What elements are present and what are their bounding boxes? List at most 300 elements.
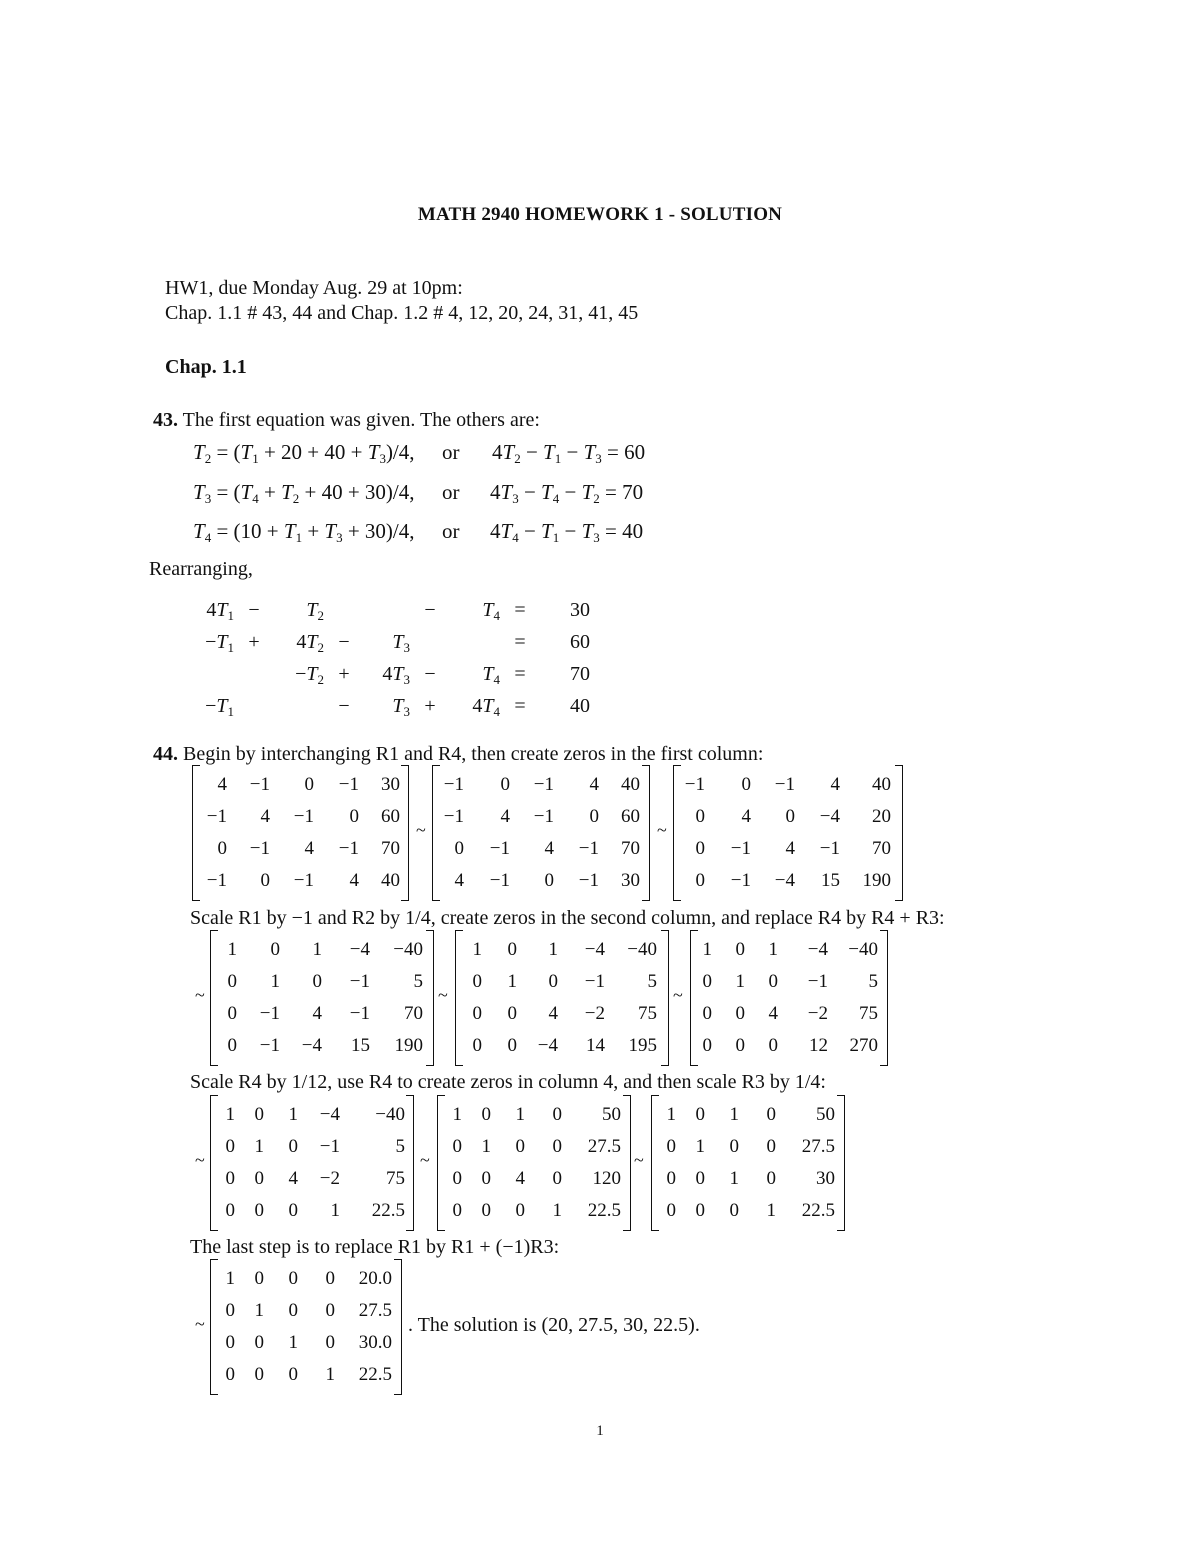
matrix-cell: 30 <box>621 870 640 891</box>
equation-t4: $T_4 = (10 + T_1 + T_3 + 30)/4$, <box>193 519 415 545</box>
system-term <box>190 658 234 690</box>
matrix-cell: 40 <box>621 774 640 795</box>
matrix-cell: −1 <box>319 1136 340 1157</box>
matrix-cell: 1 <box>695 1136 705 1157</box>
system-term: = <box>514 694 526 717</box>
matrix-row <box>192 801 409 833</box>
matrix-cell: 4 <box>741 806 751 827</box>
matrix-row <box>210 1327 402 1359</box>
matrix-cell: 0 <box>325 1268 335 1289</box>
matrix-cell: −1 <box>206 870 227 891</box>
matrix-cell: 0 <box>481 1104 491 1125</box>
row-equivalence-tilde: ~ <box>673 985 683 1005</box>
system-term: $-T_2$ <box>295 662 324 687</box>
matrix-cell: 0 <box>481 1200 491 1221</box>
matrix-cell: −1 <box>807 971 828 992</box>
matrix-cell: 0 <box>472 1035 482 1056</box>
matrix-cell: 0 <box>695 838 705 859</box>
matrix-cell: 0 <box>666 1200 676 1221</box>
system-term: − <box>424 598 436 621</box>
problem-text: The first equation was given. The others are: <box>182 409 540 431</box>
rearranging-label: Rearranging, <box>149 558 253 580</box>
augmented-matrix-m1 <box>192 769 409 897</box>
system-term <box>364 594 410 626</box>
matrix-row <box>210 1099 414 1131</box>
matrix-cell: 40 <box>381 870 400 891</box>
matrix-cell: −1 <box>578 838 599 859</box>
matrix-cell: −4 <box>819 806 840 827</box>
augmented-matrix-m4 <box>210 934 434 1062</box>
augmented-matrix-m7 <box>210 1099 414 1227</box>
system-term: − <box>338 694 350 717</box>
system-term <box>234 658 274 690</box>
matrix-cell: 0 <box>270 939 280 960</box>
matrix-cell: 70 <box>404 1003 423 1024</box>
matrix-cell: 22.5 <box>371 1200 405 1221</box>
system-term <box>274 690 324 722</box>
matrix-cell: 1 <box>227 939 237 960</box>
matrix-cell: 60 <box>621 806 640 827</box>
matrix-cell: 5 <box>868 971 878 992</box>
equation-or: or <box>442 480 460 504</box>
matrix-row <box>210 1030 434 1062</box>
matrix-cell: 0 <box>472 1003 482 1024</box>
matrix-cell: 0 <box>227 1003 237 1024</box>
matrix-row <box>432 865 650 897</box>
matrix-cell: 4 <box>454 870 464 891</box>
step-4-text: The last step is to replace R1 by R1 + (−1)R3: <box>190 1236 560 1258</box>
matrix-cell: 1 <box>288 1332 298 1353</box>
matrix-cell: 0 <box>695 870 705 891</box>
matrix-cell: 1 <box>548 939 558 960</box>
matrix-cell: 0 <box>735 1035 745 1056</box>
system-term: − <box>248 598 260 621</box>
matrix-cell: −1 <box>819 838 840 859</box>
system-term: $T_3$ <box>392 694 410 719</box>
matrix-cell: −1 <box>443 806 464 827</box>
matrix-cell: 190 <box>862 870 891 891</box>
matrix-cell: −1 <box>206 806 227 827</box>
matrix-row <box>210 1359 402 1391</box>
equation-or: or <box>442 440 460 464</box>
matrix-cell: 0 <box>702 1035 712 1056</box>
matrix-cell: 1 <box>254 1300 264 1321</box>
matrix-cell: 0 <box>227 1035 237 1056</box>
matrix-cell: 4 <box>260 806 270 827</box>
matrix-cell: 1 <box>225 1104 235 1125</box>
problem-number: 43. <box>153 409 178 431</box>
matrix-cell: 1 <box>312 939 322 960</box>
matrix-cell: 4 <box>544 838 554 859</box>
matrix-cell: 4 <box>304 838 314 859</box>
system-term: $T_4$ <box>482 662 500 687</box>
matrix-row <box>651 1195 845 1227</box>
system-term: $4T_1$ <box>206 598 234 623</box>
system-row <box>190 626 590 658</box>
matrix-cell: 1 <box>254 1136 264 1157</box>
matrix-cell: 30.0 <box>358 1332 392 1353</box>
matrix-cell: 1 <box>552 1200 562 1221</box>
matrix-cell: −4 <box>537 1035 558 1056</box>
matrix-cell: 27.5 <box>587 1136 621 1157</box>
matrix-row <box>192 769 409 801</box>
matrix-cell: −40 <box>627 939 657 960</box>
matrix-row <box>210 1163 414 1195</box>
matrix-cell: 1 <box>729 1104 739 1125</box>
matrix-cell: −4 <box>301 1035 322 1056</box>
matrix-row <box>437 1099 631 1131</box>
matrix-cell: 30 <box>381 774 400 795</box>
matrix-cell: −1 <box>443 774 464 795</box>
matrix-cell: 0 <box>325 1300 335 1321</box>
system-term: 70 <box>570 662 590 685</box>
matrix-row <box>690 998 888 1030</box>
matrix-cell: 0 <box>227 971 237 992</box>
matrix-cell: 12 <box>809 1035 828 1056</box>
matrix-cell: 0 <box>552 1168 562 1189</box>
system-term <box>450 626 500 658</box>
matrix-cell: −1 <box>489 870 510 891</box>
matrix-cell: 30 <box>816 1168 835 1189</box>
matrix-cell: 4 <box>785 838 795 859</box>
system-row <box>190 594 590 626</box>
matrix-cell: 0 <box>768 971 778 992</box>
equation-t2: $T_2 = (T_1 + 20 + 40 + T_3)/4$, <box>193 440 415 466</box>
system-term: − <box>424 662 436 685</box>
system-term: $-T_1$ <box>205 694 234 719</box>
system-term: − <box>338 630 350 653</box>
matrix-cell: 4 <box>768 1003 778 1024</box>
system-term: = <box>514 598 526 621</box>
matrix-cell: 0 <box>515 1200 525 1221</box>
matrix-cell: 0 <box>349 806 359 827</box>
matrix-cell: −1 <box>338 838 359 859</box>
matrix-cell: 60 <box>381 806 400 827</box>
matrix-cell: 0 <box>254 1364 264 1385</box>
matrix-cell: 14 <box>586 1035 605 1056</box>
row-equivalence-tilde: ~ <box>634 1150 644 1170</box>
system-term: $4T_2$ <box>296 630 324 655</box>
matrix-cell: 0 <box>325 1332 335 1353</box>
matrix-row <box>455 934 669 966</box>
matrix-cell: −1 <box>349 971 370 992</box>
equation-t3-rearranged: $4T_3 - T_4 - T_2 = 70$ <box>490 480 644 506</box>
matrix-cell: 0 <box>254 1268 264 1289</box>
linear-system <box>190 594 590 722</box>
matrix-cell: 1 <box>325 1364 335 1385</box>
step-2-text: Scale R1 by −1 and R2 by 1/4, create zeros in the second column, and replace R4 by R4 + R3: <box>190 907 945 929</box>
matrix-cell: 0 <box>500 774 510 795</box>
solution-text: . The solution is (20, 27.5, 30, 22.5). <box>408 1314 700 1336</box>
matrix-row <box>192 865 409 897</box>
row-equivalence-tilde: ~ <box>416 820 426 840</box>
matrix-row <box>673 801 903 833</box>
row-equivalence-tilde: ~ <box>195 1314 205 1334</box>
matrix-cell: 22.5 <box>587 1200 621 1221</box>
matrix-row <box>455 998 669 1030</box>
matrix-cell: 50 <box>602 1104 621 1125</box>
matrix-cell: 1 <box>702 939 712 960</box>
section-heading: Chap. 1.1 <box>165 356 247 378</box>
row-equivalence-tilde: ~ <box>657 820 667 840</box>
matrix-cell: 0 <box>452 1168 462 1189</box>
matrix-cell: 5 <box>413 971 423 992</box>
matrix-cell: 75 <box>859 1003 878 1024</box>
matrix-cell: 0 <box>735 1003 745 1024</box>
matrix-cell: 0 <box>225 1332 235 1353</box>
matrix-row <box>210 1131 414 1163</box>
system-term: + <box>424 694 436 717</box>
matrix-cell: −1 <box>533 806 554 827</box>
matrix-cell: 0 <box>260 870 270 891</box>
matrix-cell: 50 <box>816 1104 835 1125</box>
matrix-cell: 0 <box>225 1200 235 1221</box>
matrix-cell: −1 <box>293 870 314 891</box>
matrix-cell: 0 <box>544 870 554 891</box>
matrix-cell: −1 <box>259 1003 280 1024</box>
matrix-cell: 0 <box>785 806 795 827</box>
matrix-cell: 1 <box>481 1136 491 1157</box>
problem-44-intro <box>153 743 763 766</box>
matrix-cell: 0 <box>288 1300 298 1321</box>
matrix-cell: 0 <box>225 1300 235 1321</box>
matrix-row <box>432 769 650 801</box>
augmented-matrix-m6 <box>690 934 888 1062</box>
matrix-row <box>673 769 903 801</box>
matrix-cell: 4 <box>500 806 510 827</box>
matrix-cell: 0 <box>695 1200 705 1221</box>
system-term: $4T_3$ <box>382 662 410 687</box>
augmented-matrix-m5 <box>455 934 669 1062</box>
matrix-cell: −40 <box>848 939 878 960</box>
matrix-cell: 1 <box>729 1168 739 1189</box>
page-title: MATH 2940 HOMEWORK 1 - SOLUTION <box>417 204 783 225</box>
matrix-cell: −4 <box>807 939 828 960</box>
matrix-cell: 0 <box>481 1168 491 1189</box>
matrix-row <box>210 934 434 966</box>
matrix-cell: 0 <box>288 1364 298 1385</box>
matrix-cell: 0 <box>507 939 517 960</box>
matrix-cell: 4 <box>830 774 840 795</box>
augmented-matrix-m10 <box>210 1263 402 1391</box>
matrix-cell: 0 <box>768 1035 778 1056</box>
matrix-cell: −2 <box>584 1003 605 1024</box>
matrix-cell: −1 <box>249 774 270 795</box>
matrix-cell: 0 <box>507 1035 517 1056</box>
matrix-cell: 20.0 <box>358 1268 392 1289</box>
hw-assignment-line: Chap. 1.1 # 43, 44 and Chap. 1.2 # 4, 12, 20, 24, 31, 41, 45 <box>165 302 639 324</box>
system-term: 30 <box>570 598 590 621</box>
matrix-row <box>651 1099 845 1131</box>
system-term: 40 <box>570 694 590 717</box>
matrix-row <box>690 1030 888 1062</box>
matrix-cell: 0 <box>217 838 227 859</box>
system-term: 60 <box>570 630 590 653</box>
matrix-cell: 0 <box>312 971 322 992</box>
matrix-cell: −1 <box>533 774 554 795</box>
matrix-cell: 15 <box>351 1035 370 1056</box>
matrix-cell: 0 <box>452 1200 462 1221</box>
matrix-cell: 0 <box>288 1200 298 1221</box>
matrix-cell: 0 <box>225 1364 235 1385</box>
row-equivalence-tilde: ~ <box>438 985 448 1005</box>
matrix-row <box>432 833 650 865</box>
matrix-cell: 5 <box>647 971 657 992</box>
matrix-cell: 0 <box>695 806 705 827</box>
matrix-cell: −1 <box>259 1035 280 1056</box>
matrix-cell: −1 <box>584 971 605 992</box>
matrix-cell: 0 <box>304 774 314 795</box>
matrix-cell: −1 <box>730 870 751 891</box>
matrix-cell: 70 <box>621 838 640 859</box>
matrix-cell: −4 <box>774 870 795 891</box>
system-term: + <box>248 630 260 653</box>
equation-t3: $T_3 = (T_4 + T_2 + 40 + 30)/4$, <box>193 480 415 506</box>
augmented-matrix-m2 <box>432 769 650 897</box>
matrix-cell: 195 <box>628 1035 657 1056</box>
system-term: $T_3$ <box>392 630 410 655</box>
matrix-cell: 0 <box>695 1168 705 1189</box>
matrix-row <box>210 1263 402 1295</box>
matrix-cell: −4 <box>349 939 370 960</box>
matrix-row <box>673 833 903 865</box>
matrix-cell: 190 <box>394 1035 423 1056</box>
matrix-cell: −4 <box>319 1104 340 1125</box>
matrix-cell: 270 <box>849 1035 878 1056</box>
augmented-matrix-m3 <box>673 769 903 897</box>
matrix-row <box>192 833 409 865</box>
row-equivalence-tilde: ~ <box>195 1150 205 1170</box>
matrix-cell: 1 <box>768 939 778 960</box>
matrix-cell: 0 <box>507 1003 517 1024</box>
system-term: $-T_1$ <box>205 630 234 655</box>
equation-or: or <box>442 519 460 543</box>
matrix-cell: 0 <box>552 1104 562 1125</box>
matrix-cell: 22.5 <box>801 1200 835 1221</box>
matrix-cell: 1 <box>225 1268 235 1289</box>
system-term: $T_2$ <box>306 598 324 623</box>
page-number: 1 <box>596 1423 604 1439</box>
row-equivalence-tilde: ~ <box>420 1150 430 1170</box>
matrix-cell: 1 <box>288 1104 298 1125</box>
matrix-row <box>210 998 434 1030</box>
matrix-cell: 0 <box>225 1136 235 1157</box>
matrix-cell: 0 <box>589 806 599 827</box>
system-term: + <box>338 662 350 685</box>
matrix-cell: −1 <box>578 870 599 891</box>
matrix-cell: 0 <box>741 774 751 795</box>
matrix-cell: 20 <box>872 806 891 827</box>
matrix-cell: 0 <box>454 838 464 859</box>
matrix-row <box>210 1295 402 1327</box>
matrix-row <box>673 865 903 897</box>
problem-number: 44. <box>153 743 178 765</box>
matrix-cell: 0 <box>254 1104 264 1125</box>
matrix-cell: 0 <box>254 1200 264 1221</box>
system-term: = <box>514 630 526 653</box>
hw-due-line: HW1, due Monday Aug. 29 at 10pm: <box>165 277 463 299</box>
matrix-cell: −1 <box>349 1003 370 1024</box>
matrix-cell: −4 <box>584 939 605 960</box>
matrix-cell: 0 <box>666 1136 676 1157</box>
matrix-cell: 0 <box>735 939 745 960</box>
matrix-cell: 1 <box>330 1200 340 1221</box>
problem-text: Begin by interchanging R1 and R4, then create zeros in the first column: <box>183 743 764 765</box>
matrix-cell: 0 <box>254 1332 264 1353</box>
matrix-cell: 4 <box>515 1168 525 1189</box>
matrix-cell: 1 <box>515 1104 525 1125</box>
matrix-cell: 0 <box>515 1136 525 1157</box>
matrix-cell: 27.5 <box>801 1136 835 1157</box>
problem-43-intro <box>153 409 540 432</box>
matrix-cell: 70 <box>872 838 891 859</box>
matrix-cell: 1 <box>766 1200 776 1221</box>
matrix-cell: 0 <box>225 1168 235 1189</box>
matrix-row <box>651 1163 845 1195</box>
matrix-cell: 0 <box>552 1136 562 1157</box>
matrix-row <box>210 966 434 998</box>
system-term: = <box>514 662 526 685</box>
equation-t4-rearranged: $4T_4 - T_1 - T_3 = 40$ <box>490 519 644 545</box>
matrix-cell: 0 <box>702 1003 712 1024</box>
system-term <box>324 594 364 626</box>
matrix-cell: 4 <box>312 1003 322 1024</box>
matrix-row <box>437 1195 631 1227</box>
augmented-matrix-m9 <box>651 1099 845 1227</box>
matrix-cell: −40 <box>393 939 423 960</box>
matrix-cell: −2 <box>319 1168 340 1189</box>
matrix-cell: 5 <box>395 1136 405 1157</box>
matrix-cell: 0 <box>452 1136 462 1157</box>
matrix-cell: 0 <box>288 1268 298 1289</box>
matrix-cell: 0 <box>288 1136 298 1157</box>
matrix-cell: 1 <box>472 939 482 960</box>
matrix-cell: −1 <box>489 838 510 859</box>
equation-t2-rearranged: $4T_2 - T_1 - T_3 = 60$ <box>492 440 646 466</box>
matrix-cell: −1 <box>338 774 359 795</box>
matrix-cell: −1 <box>730 838 751 859</box>
matrix-cell: 1 <box>270 971 280 992</box>
matrix-row <box>690 934 888 966</box>
matrix-cell: −1 <box>684 774 705 795</box>
system-term: $T_4$ <box>482 598 500 623</box>
matrix-row <box>455 1030 669 1062</box>
system-row <box>190 690 590 722</box>
matrix-cell: 0 <box>548 971 558 992</box>
matrix-cell: 1 <box>452 1104 462 1125</box>
matrix-cell: 0 <box>766 1168 776 1189</box>
matrix-cell: 1 <box>666 1104 676 1125</box>
augmented-matrix-m8 <box>437 1099 631 1227</box>
matrix-row <box>651 1131 845 1163</box>
matrix-cell: −1 <box>249 838 270 859</box>
matrix-cell: 0 <box>666 1168 676 1189</box>
system-term: $4T_4$ <box>472 694 500 719</box>
matrix-row <box>437 1163 631 1195</box>
row-equivalence-tilde: ~ <box>195 985 205 1005</box>
matrix-cell: 0 <box>729 1200 739 1221</box>
matrix-cell: 0 <box>766 1136 776 1157</box>
matrix-cell: 22.5 <box>358 1364 392 1385</box>
matrix-cell: 1 <box>735 971 745 992</box>
matrix-row <box>690 966 888 998</box>
matrix-cell: 0 <box>702 971 712 992</box>
matrix-row <box>210 1195 414 1227</box>
step-3-text: Scale R4 by 1/12, use R4 to create zeros in column 4, and then scale R3 by 1/4: <box>190 1071 826 1093</box>
matrix-cell: 4 <box>217 774 227 795</box>
matrix-cell: 120 <box>592 1168 621 1189</box>
matrix-cell: 0 <box>729 1136 739 1157</box>
